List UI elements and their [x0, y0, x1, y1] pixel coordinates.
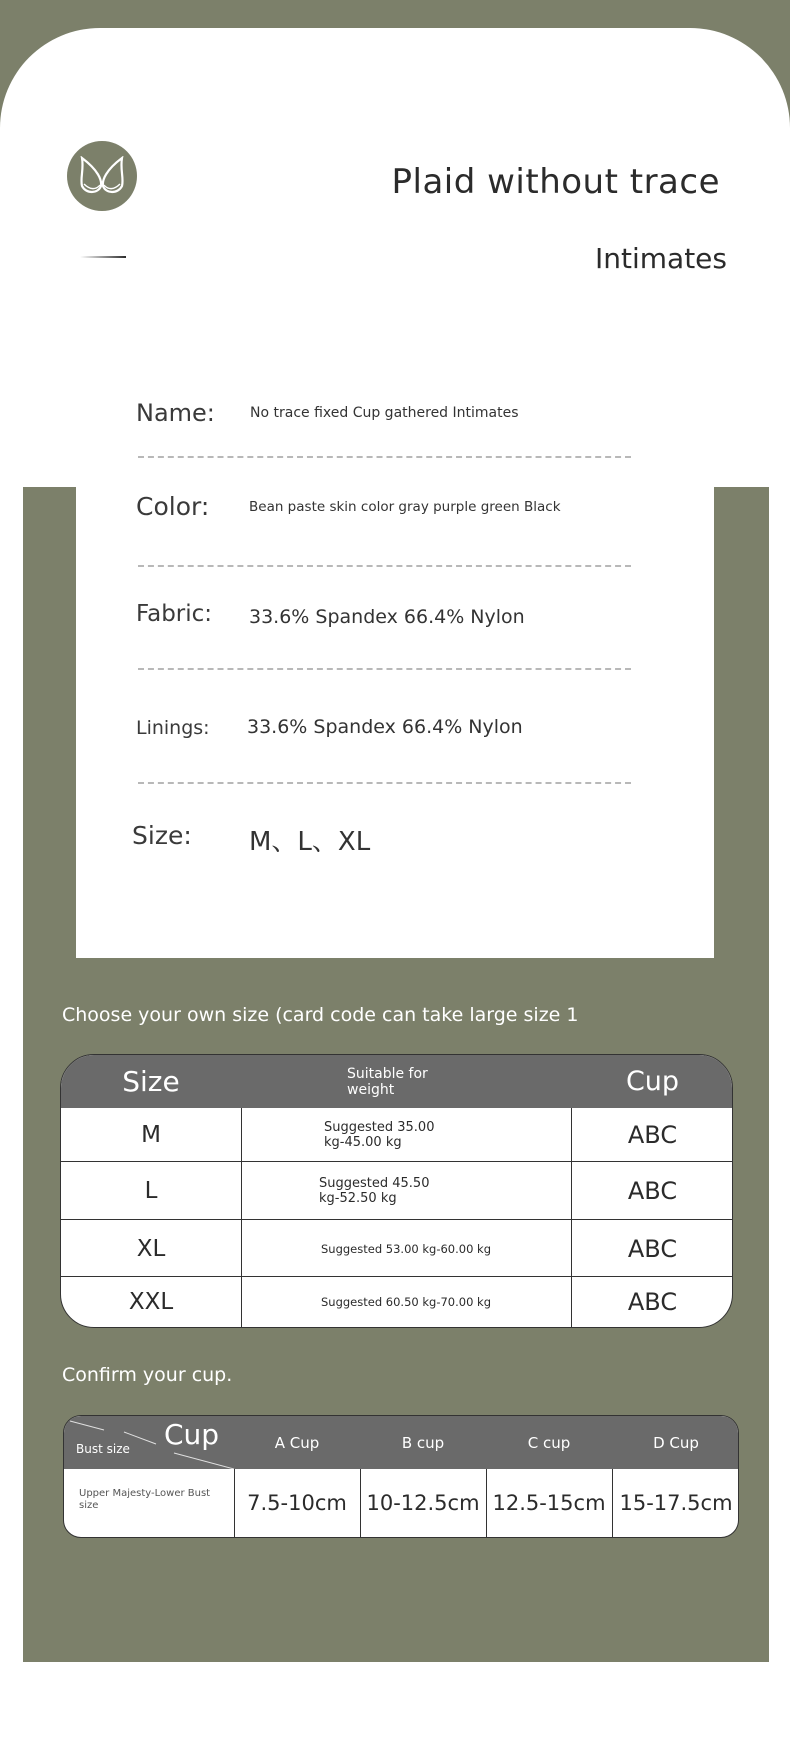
- bust-size-header: Bust size: [76, 1442, 130, 1456]
- b-cup-header: B cup: [401, 1433, 445, 1452]
- size-cell: XL: [136, 1235, 166, 1262]
- table-row: [61, 1219, 732, 1276]
- cup-chart-heading: Confirm your cup.: [62, 1364, 233, 1386]
- page-title: Plaid without trace: [391, 162, 720, 202]
- size-value: M、L、XL: [249, 827, 371, 857]
- column-divider: [234, 1469, 235, 1537]
- size-label: Size:: [132, 821, 192, 850]
- size-cell: L: [144, 1178, 158, 1204]
- size-column-header: Size: [122, 1065, 180, 1098]
- logo-underline: [80, 256, 126, 258]
- column-divider: [486, 1469, 487, 1537]
- c-cup-value: 12.5-15cm: [492, 1491, 606, 1515]
- size-cell: XXL: [128, 1289, 174, 1315]
- size-table: [60, 1054, 733, 1328]
- cup-column-header: Cup: [625, 1066, 680, 1097]
- weight-cell: Suggested 60.50 kg-70.00 kg: [320, 1295, 492, 1309]
- fabric-value: 33.6% Spandex 66.4% Nylon: [249, 606, 525, 628]
- divider: [138, 782, 631, 784]
- column-divider: [241, 1108, 242, 1327]
- b-cup-value: 10-12.5cm: [366, 1491, 480, 1515]
- table-row: [61, 1161, 732, 1219]
- bust-row-label: Upper Majesty-Lower Bust size: [79, 1488, 211, 1511]
- c-cup-header: C cup: [527, 1433, 571, 1452]
- column-divider: [612, 1469, 613, 1537]
- fabric-label: Fabric:: [136, 601, 213, 627]
- weight-cell: Suggested 53.00 kg-60.00 kg: [320, 1241, 492, 1256]
- linings-label: Linings:: [136, 717, 210, 739]
- linings-value: 33.6% Spandex 66.4% Nylon: [247, 716, 523, 738]
- a-cup-value: 7.5-10cm: [247, 1491, 347, 1515]
- bra-icon: [67, 141, 137, 211]
- weight-column-header: Suitable for weight: [347, 1065, 428, 1098]
- cup-table: [63, 1415, 739, 1538]
- cup-cell: ABC: [627, 1234, 678, 1263]
- divider: [138, 565, 631, 567]
- size-table-header: [61, 1055, 732, 1108]
- column-divider: [571, 1108, 572, 1327]
- name-value: No trace fixed Cup gathered Intimates: [250, 405, 519, 421]
- a-cup-header: A Cup: [274, 1433, 320, 1452]
- page-subtitle: Intimates: [595, 242, 727, 275]
- color-label: Color:: [136, 492, 210, 521]
- name-label: Name:: [136, 399, 215, 427]
- divider: [138, 668, 631, 670]
- column-divider: [360, 1469, 361, 1537]
- cup-corner-header: Cup: [164, 1418, 220, 1451]
- size-chart-heading: Choose your own size (card code can take large size 1: [62, 1004, 579, 1026]
- table-row: [61, 1108, 732, 1161]
- cup-cell: ABC: [627, 1120, 678, 1149]
- weight-cell: Suggested 35.00 kg-45.00 kg: [324, 1119, 435, 1150]
- d-cup-value: 15-17.5cm: [619, 1491, 733, 1515]
- cup-table-header: [64, 1416, 738, 1469]
- cup-cell: ABC: [627, 1288, 678, 1316]
- color-value: Bean paste skin color gray purple green Black: [249, 499, 561, 515]
- d-cup-header: D Cup: [653, 1433, 699, 1452]
- cup-cell: ABC: [627, 1177, 678, 1205]
- divider: [138, 456, 631, 458]
- table-row: [61, 1276, 732, 1328]
- size-cell: M: [141, 1121, 161, 1148]
- weight-cell: Suggested 45.50 kg-52.50 kg: [319, 1176, 430, 1206]
